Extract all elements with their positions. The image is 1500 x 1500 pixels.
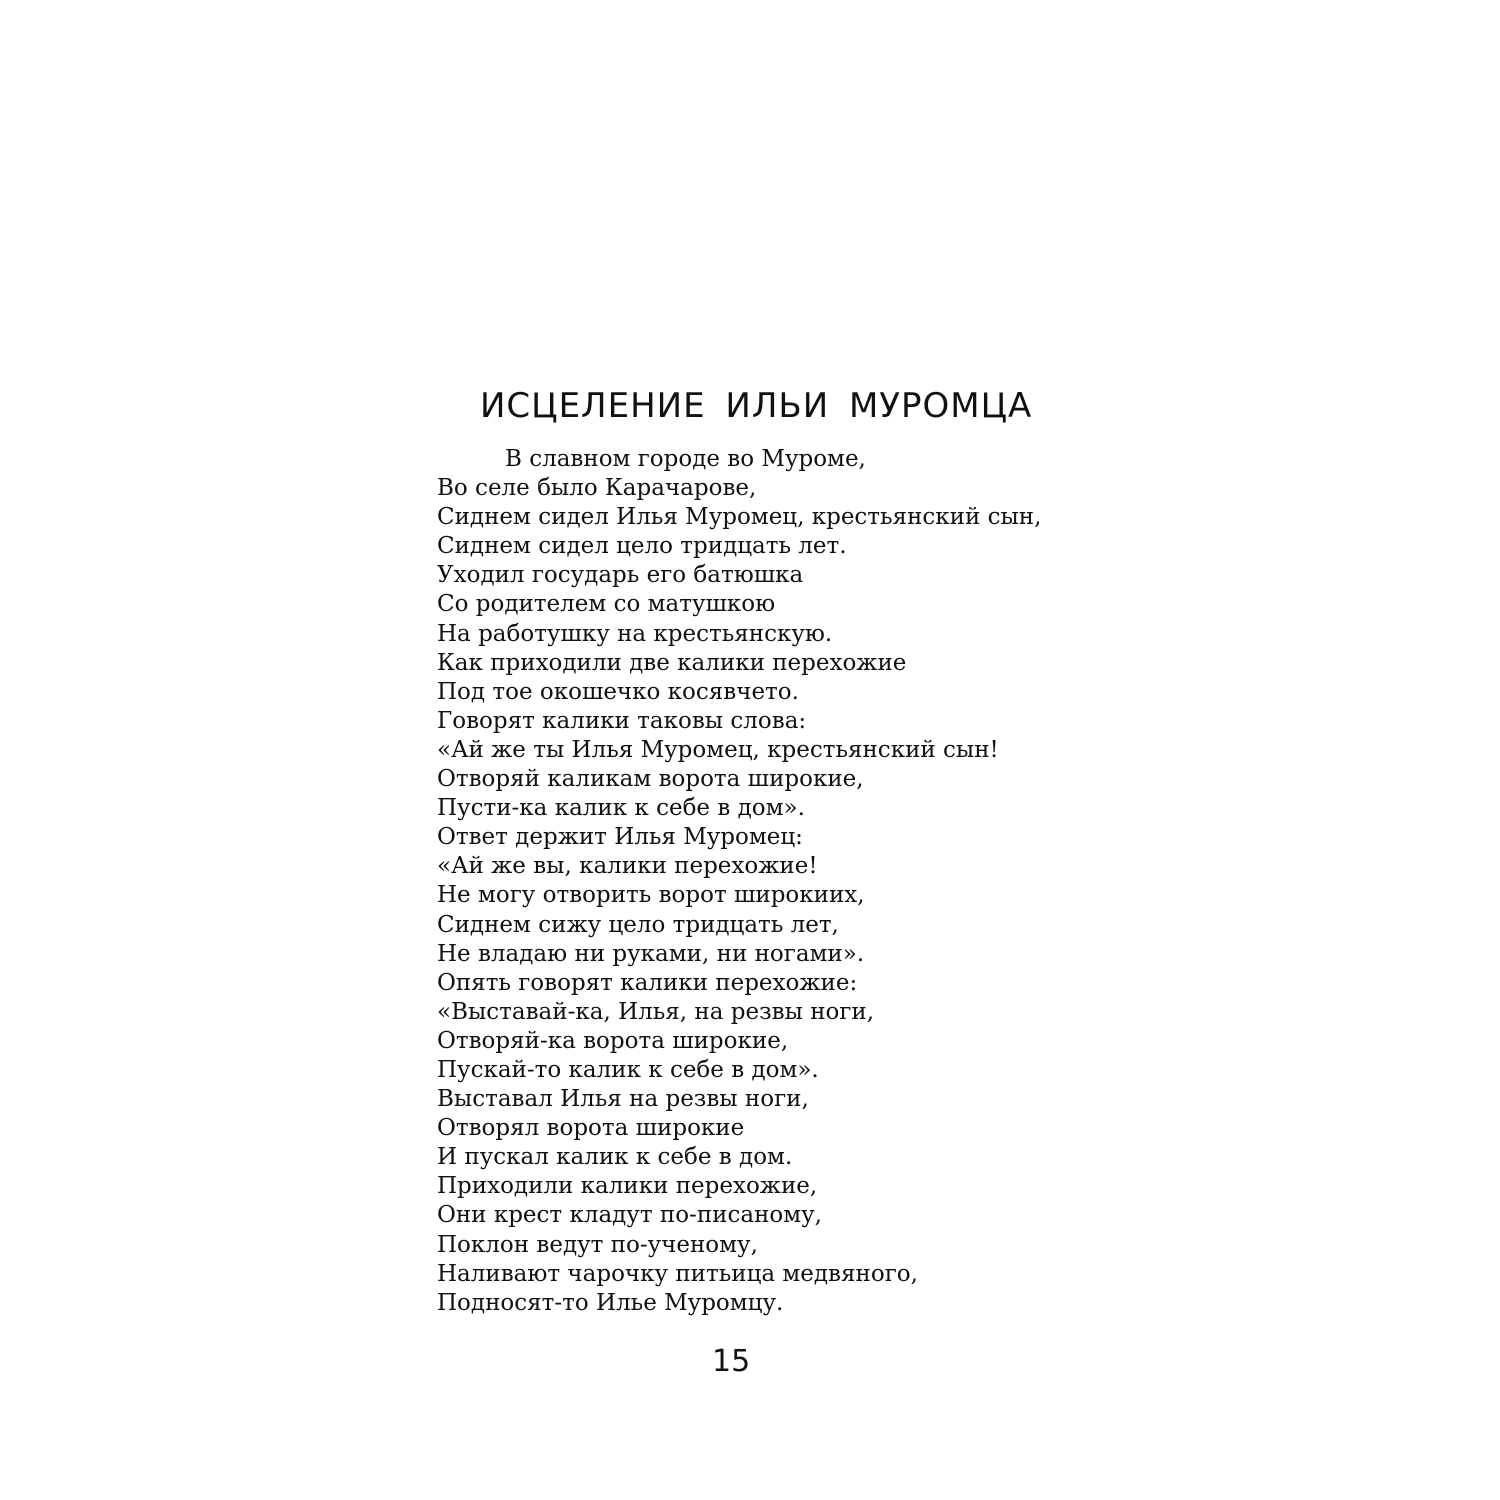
poem-line: Пусти-ка калик к себе в дом». (437, 795, 805, 822)
poem-line: Подносят-то Илье Муромцу. (437, 1289, 784, 1316)
poem-line: Не могу отворить ворот широкиих, (437, 882, 865, 909)
poem-line: В славном городе во Муроме, (505, 446, 866, 472)
poem-line: Отворял ворота широкие (437, 1115, 745, 1142)
poem-line: Они крест кладут по-писаному, (437, 1202, 822, 1229)
poem-line: И пускал калик к себе в дом. (437, 1144, 793, 1171)
poem-line: Сиднем сидел Илья Муромец, крестьянский сын, (437, 504, 1042, 531)
poem-line: Говорят калики таковы слова: (437, 707, 807, 734)
poem-line: «Выставай-ка, Илья, на резвы ноги, (437, 998, 875, 1025)
poem-line: Пускай-то калик к себе в дом». (437, 1056, 819, 1083)
poem-line: Уходил государь его батюшка (437, 562, 804, 589)
page-number: 15 (712, 1344, 751, 1379)
poem-line: Приходили калики перехожие, (437, 1173, 818, 1200)
poem-line: Поклон ведут по-ученому, (437, 1231, 758, 1258)
poem-line: Отворяй каликам ворота широкие, (437, 766, 864, 793)
poem-line: На работушку на крестьянскую. (437, 620, 833, 647)
poem-line: Под тое окошечко косявчето. (437, 678, 799, 705)
poem-line: «Ай же вы, калики перехожие! (437, 853, 818, 880)
poem-line: Выставал Илья на резвы ноги, (437, 1086, 809, 1113)
poem-line: Отворяй-ка ворота широкие, (437, 1027, 789, 1054)
poem-line: Ответ держит Илья Муромец: (437, 824, 803, 851)
poem-line: Не владаю ни руками, ни ногами». (437, 940, 865, 967)
poem-line: Опять говорят калики перехожие: (437, 969, 858, 996)
poem-line: «Ай же ты Илья Муромец, крестьянский сын! (437, 736, 999, 763)
poem-line: Со родителем со матушкою (437, 591, 776, 618)
poem-text (437, 445, 1041, 1318)
poem-line: Сиднем сидел цело тридцать лет. (437, 533, 847, 560)
poem-title: ИСЦЕЛЕНИЕ ИЛЬИ МУРОМЦА (480, 386, 1033, 426)
poem-line: Во селе было Карачарове, (437, 475, 757, 502)
poem-line: Как приходили две калики перехожие (437, 649, 907, 676)
poem-line: Сиднем сижу цело тридцать лет, (437, 911, 839, 938)
poem-line: Наливают чарочку питьица медвяного, (437, 1260, 918, 1287)
